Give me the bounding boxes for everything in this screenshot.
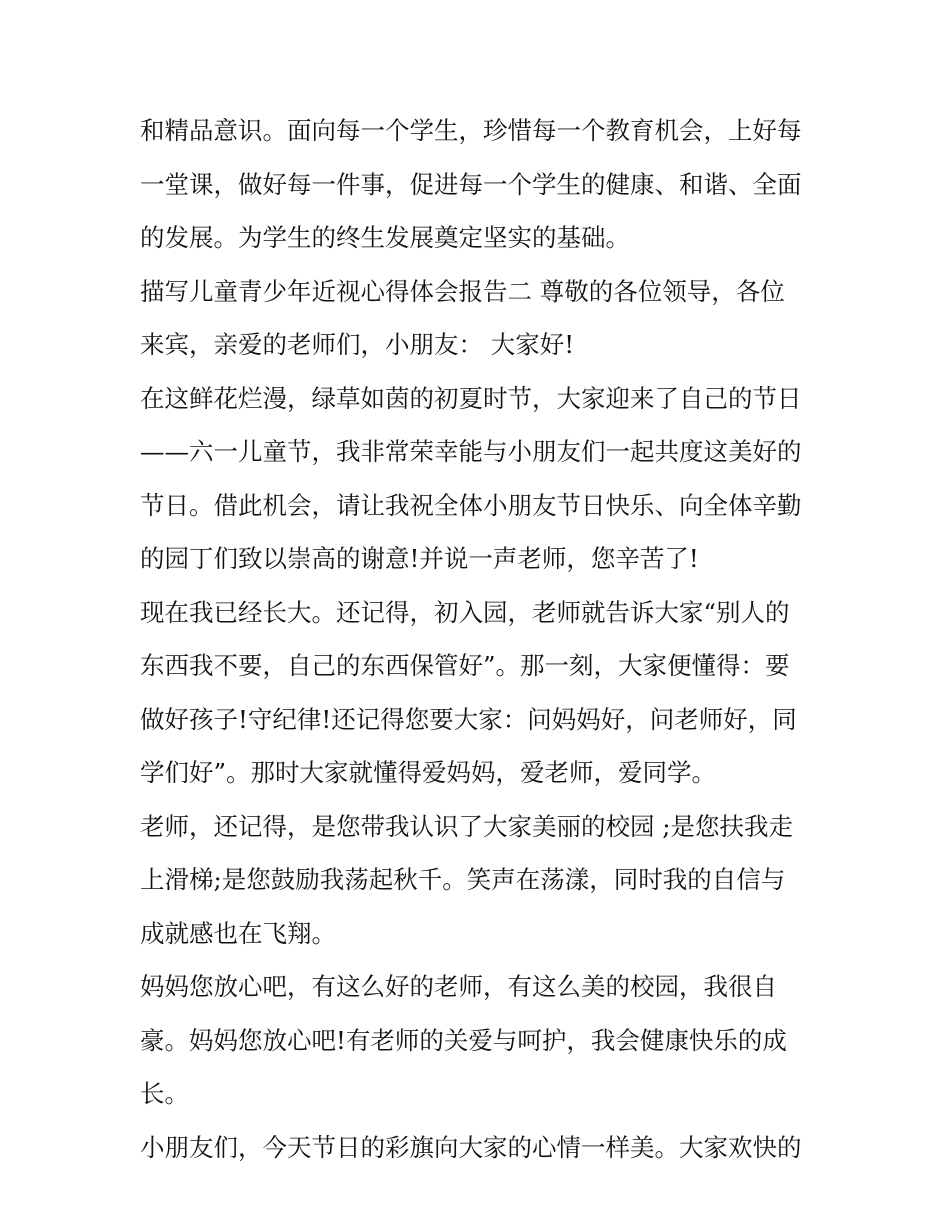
text-line: 妈妈您放心吧，有这么好的老师，有这么美的校园，我很自: [140, 972, 777, 1001]
text-line: 一堂课，做好每一件事，促进每一个学生的健康、和谐、全面: [140, 169, 802, 199]
text-line: 和精品意识。面向每一个学生，珍惜每一个教育机会，上好每: [140, 116, 802, 145]
document-body: [140, 104, 820, 1174]
text-line: 描写儿童青少年近视心得体会报告二 尊敬的各位领导，各位: [140, 276, 785, 306]
text-line: 来宾，亲爱的老师们，小朋友： 大家好!: [140, 330, 575, 359]
text-line: 长。: [140, 1079, 189, 1108]
text-line: 学们好”。那时大家就懂得爱妈妈，爱老师，爱同学。: [140, 758, 717, 787]
text-line: 做好孩子!守纪律!还记得您要大家：问妈妈好，问老师好，同: [140, 704, 797, 734]
text-line: 上滑梯;是您鼓励我荡起秋千。笑声在荡漾，同时我的自信与: [140, 865, 786, 894]
text-line: 节日。借此机会，请让我祝全体小朋友节日快乐、向全体辛勤: [140, 490, 802, 520]
text-line: 小朋友们，今天节日的彩旗向大家的心情一样美。大家欢快的: [140, 1132, 802, 1162]
text-line: 在这鲜花烂漫，绿草如茵的初夏时节，大家迎来了自己的节日: [140, 383, 802, 413]
text-line: 成就感也在飞翔。: [140, 918, 336, 948]
text-line: 的发展。为学生的终生发展奠定坚实的基础。: [140, 223, 630, 252]
text-line: 豪。妈妈您放心吧!有老师的关爱与呵护，我会健康快乐的成: [140, 1025, 787, 1055]
text-line: ——六一儿童节，我非常荣幸能与小朋友们一起共度这美好的: [140, 437, 802, 466]
text-line: 的园丁们致以崇高的谢意!并说一声老师，您辛苦了!: [140, 544, 699, 573]
text-line: 东西我不要，自己的东西保管好”。那一刻，大家便懂得：要: [140, 651, 790, 680]
text-line: 现在我已经长大。还记得，初入园，老师就告诉大家“别人的: [140, 597, 790, 627]
text-line: 老师，还记得，是您带我认识了大家美丽的校园 ;是您扶我走: [140, 811, 794, 841]
